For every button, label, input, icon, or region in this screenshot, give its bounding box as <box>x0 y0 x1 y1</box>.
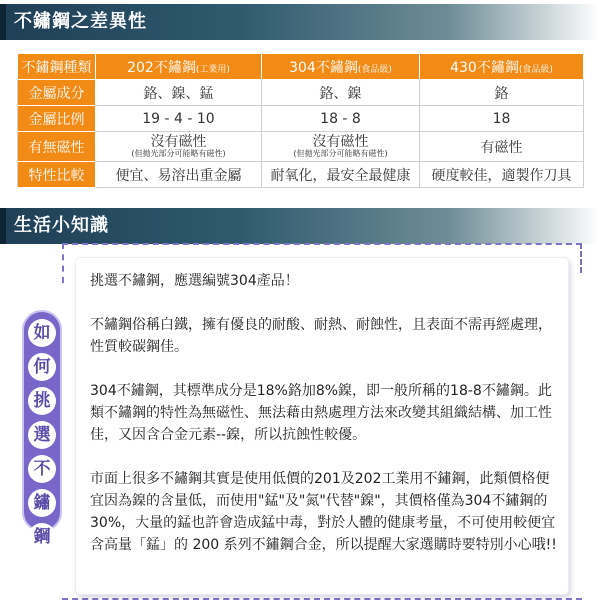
row-label: 金屬比例 <box>18 106 96 132</box>
table-cell <box>96 132 262 162</box>
table-cell: 鉻、鎳、錳 <box>96 80 262 106</box>
header-accent-bar <box>0 4 6 40</box>
side-label-char: 選 <box>22 418 62 452</box>
table-row <box>18 106 584 132</box>
comparison-table <box>17 53 584 188</box>
column-note: (食品級) <box>518 64 553 75</box>
section-title: 不鏽鋼之差異性 <box>14 11 147 32</box>
table-cell <box>262 132 420 162</box>
side-label-char: 鋼 <box>22 520 62 554</box>
cell-note-text: (但拋光部分可能略有磁性) <box>131 148 226 158</box>
row-label: 特性比較 <box>18 162 96 188</box>
column-note: (食品級) <box>357 64 392 75</box>
table-cell: 有磁性 <box>420 132 584 162</box>
cell-main-text: 沒有磁性 <box>312 133 369 150</box>
table-row <box>18 162 584 188</box>
cell-note-text: (但拋光部分可能略有磁性) <box>293 148 388 158</box>
table-cell: 19 - 4 - 10 <box>96 106 262 132</box>
side-label-pill <box>22 310 62 547</box>
table-header-row <box>18 54 584 80</box>
tip-paragraph: 304不鏽鋼，其標準成分是18%鉻加8%鎳，即一般所稱的18-8不鏽鋼。此類不鏽鋼的特性為無磁性、無法藉由熱處理方法來改變其組織結構、加工性佳，又因含合金元素--鎳，所以抗蝕性較優。 <box>90 383 552 443</box>
table-row <box>18 80 584 106</box>
table-cell: 鉻 <box>420 80 584 106</box>
column-header <box>96 54 262 80</box>
table-cell: 18 - 8 <box>262 106 420 132</box>
table-cell: 耐氧化，最安全最健康 <box>262 162 420 188</box>
header-accent-bar <box>0 208 6 244</box>
column-header <box>262 54 420 80</box>
row-label: 有無磁性 <box>18 132 96 162</box>
section-header-differences <box>0 4 600 40</box>
table-corner-header: 不鏽鋼種類 <box>18 54 96 80</box>
table-cell: 硬度較佳，適製作刀具 <box>420 162 584 188</box>
tips-content <box>90 270 560 556</box>
dashed-border <box>580 243 582 273</box>
dashed-border <box>62 243 64 283</box>
column-note: (工業用) <box>195 64 230 75</box>
section-header-tips <box>0 208 600 244</box>
side-label-char: 挑 <box>22 384 62 418</box>
side-label-char: 不 <box>22 452 62 486</box>
table-cell: 18 <box>420 106 584 132</box>
column-header <box>420 54 584 80</box>
table-row <box>18 132 584 162</box>
side-label-char: 何 <box>22 350 62 384</box>
column-name: 304不鏽鋼 <box>289 59 358 76</box>
tip-paragraph: 挑選不鏽鋼，應選編號304產品！ <box>90 273 299 289</box>
tip-paragraph: 市面上很多不鏽鋼其實是使用低價的201及202工業用不鏽鋼，此類價格便宜因為鎳的含量低，而使用"錳"及"氮"代替"鎳"，其價格僅為304不鏽鋼的30%，大量的錳也許會造成錳中毒，對於人體的健康考量，不可使用較便宜含高量「錳」的 200 系列不鏽鋼合金，所以提醒大家選購時要特別小心哦!! <box>90 471 557 553</box>
section-title: 生活小知識 <box>14 215 109 236</box>
table-cell: 便宜、易溶出重金屬 <box>96 162 262 188</box>
side-label-char: 鏽 <box>22 486 62 520</box>
side-label-char: 如 <box>22 316 62 350</box>
dashed-border <box>62 243 582 245</box>
tip-paragraph: 不鏽鋼俗稱白鐵，擁有優良的耐酸、耐熱、耐蝕性，且表面不需再經處理，性質較碳鋼佳。 <box>90 317 552 355</box>
cell-main-text: 沒有磁性 <box>150 133 207 150</box>
table-cell: 鉻、鎳 <box>262 80 420 106</box>
column-name: 202不鏽鋼 <box>127 59 196 76</box>
column-name: 430不鏽鋼 <box>450 59 519 76</box>
row-label: 金屬成分 <box>18 80 96 106</box>
